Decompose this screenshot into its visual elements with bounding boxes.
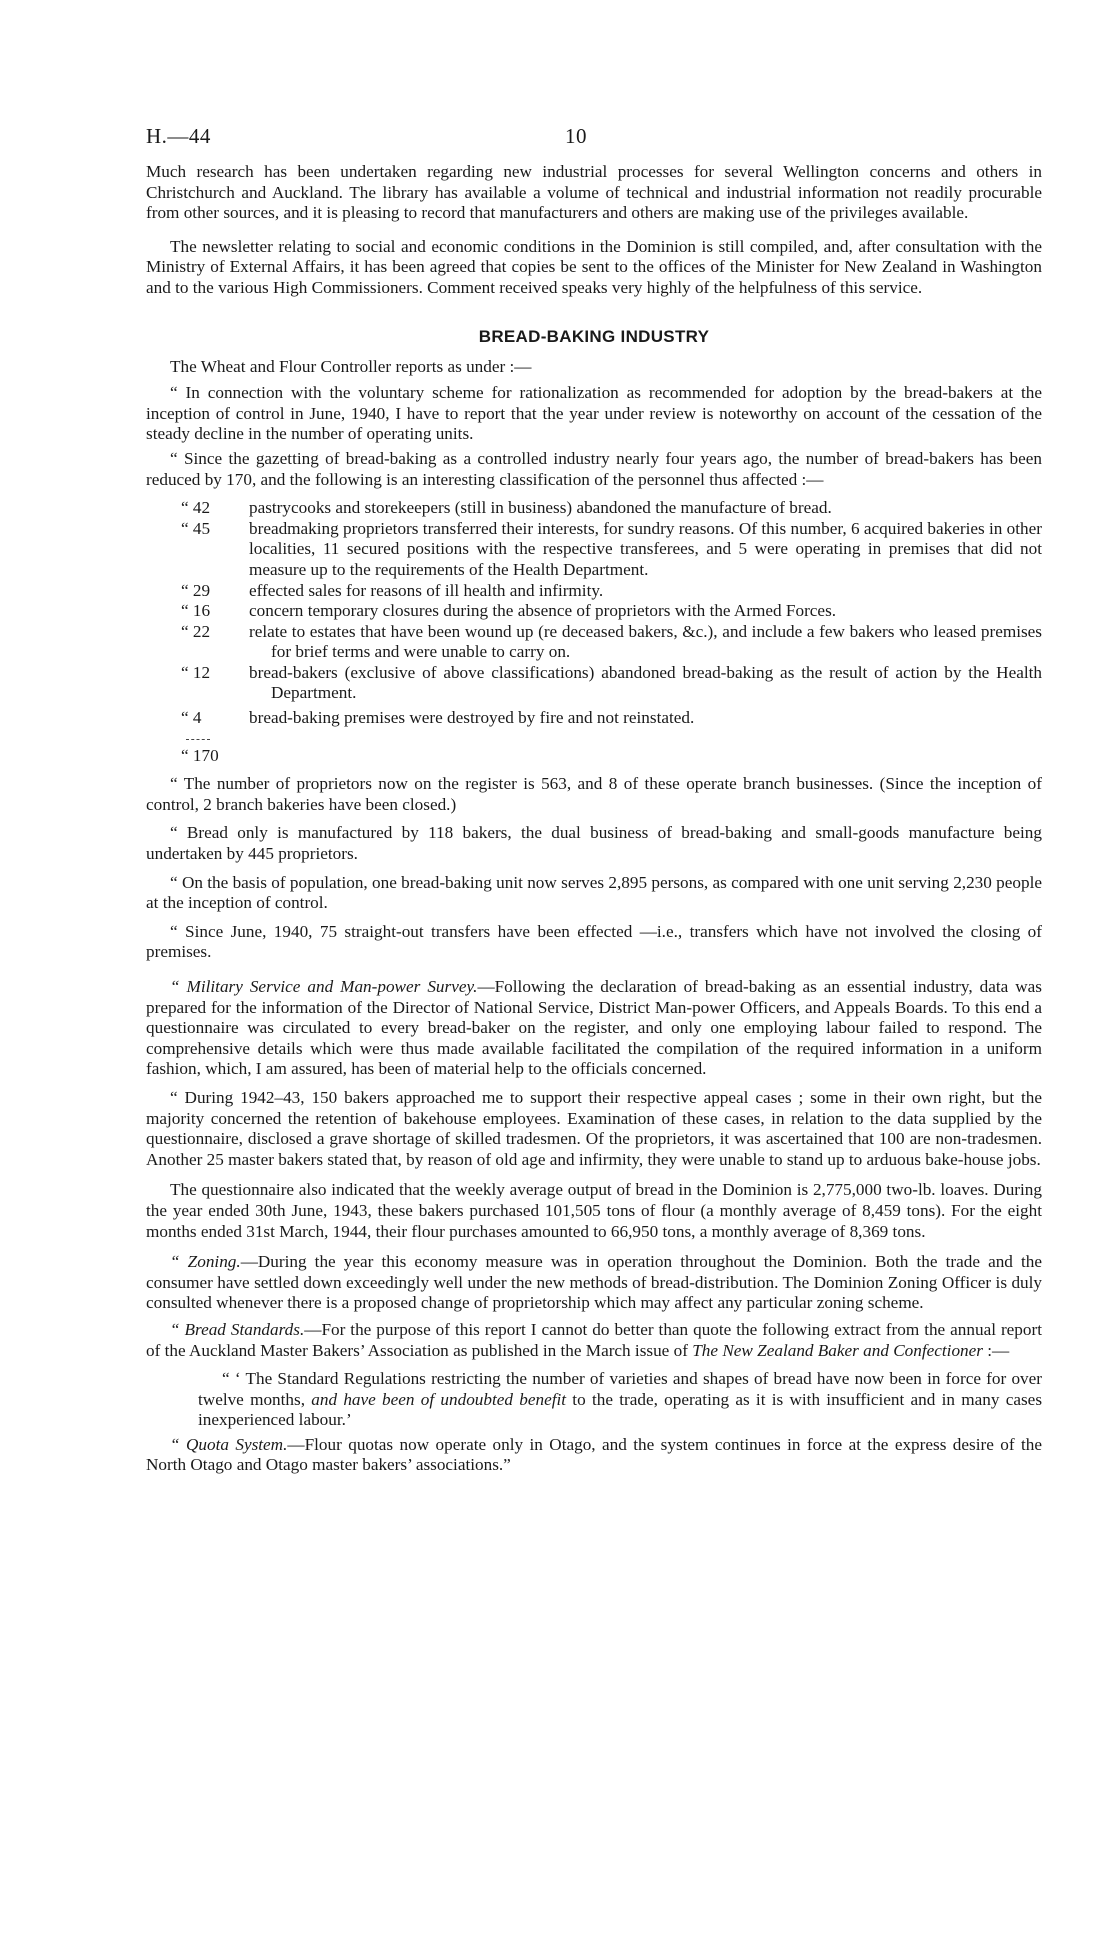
- paragraph-rationalization: “ In connection with the voluntary scheme for rationalization as recommended for adoption by the bread-bakers at the inception of control in June, 1940, I have to report that the year under review is noteworthy on account of the cessation of the steady decline in the number of operating units.: [146, 383, 1042, 444]
- paragraph-output: The questionnaire also indicated that the weekly average output of bread in the Dominion is 2,775,000 two-lb. loaves. During the year ended 30th June, 1943, these bakers purchased 101,505 tons of flour (a monthly average of 8,459 tons). For the eight months ended 31st March, 1944, their flour purchases amounted to 66,950 tons, a monthly average of 8,369 tons.: [146, 1180, 1042, 1241]
- section-heading: BREAD-BAKING INDUSTRY: [478, 326, 710, 346]
- list-item-text: breadmaking proprietors transferred their interests, for sundry reasons. Of this number, 6 acquired bakeries in other localities, 11 secured positions with the respective transferees, and 5 were operating in premises that did not measure up to the requirements of the Health Department.: [249, 518, 1042, 579]
- paragraph-quota: [146, 1435, 1042, 1476]
- classification-list: [181, 498, 1042, 729]
- list-item: [181, 519, 1042, 581]
- paragraph-bread-only: “ Bread only is manufactured by 118 bakers, the dual business of bread-baking and small-goods manufacture being undertaken by 445 proprietors.: [146, 823, 1042, 864]
- list-item: [181, 622, 1042, 663]
- standards-tail: :—: [982, 1340, 1010, 1360]
- list-item: [181, 708, 1042, 729]
- zoning-text: —During the year this economy measure was in operation throughout the Dominion. Both the trade and the consumer have settled down exceedingly well under the new methods of bread-distribution. The Dominion Zoning Officer is duly consulted whenever there is a proposed change of proprietorship which may affect any particular zoning scheme.: [146, 1252, 1042, 1313]
- list-item-number: “ 42: [181, 498, 211, 518]
- standards-lead: “ Bread Standards.: [170, 1319, 305, 1339]
- list-item: [181, 498, 1042, 519]
- list-item-number: “ 29: [181, 580, 211, 600]
- list-item-number: “ 12: [181, 662, 211, 682]
- military-survey-text: —Following the declaration of bread-baking as an essential industry, data was prepared for the information of the Director of National Service, District Man-power Officers, and Appeals Boards. To this end a questionnaire was circulated to every bread-baker on the register, and only one employing labour failed to respond. The comprehensive details which were thus made available facilitated the compilation of the required information in a uniform fashion, which, I am assured, has been of material help to the officials concerned.: [146, 977, 1042, 1079]
- paragraph-standards: [146, 1320, 1042, 1361]
- paragraph-library: Much research has been undertaken regarding new industrial processes for several Wellington concerns and others in Christchurch and Auckland. The library has available a volume of technical and industrial information not readily procurable from other sources, and it is pleasing to record that manufacturers and others are making use of the privileges available.: [146, 162, 1042, 223]
- paragraph-zoning: [146, 1252, 1042, 1314]
- quote-start: “ ‘ The Standard Regulations restricting the number of varieties and shapes of bread have now been in force for over twelve months,: [198, 1369, 1042, 1409]
- list-item-text: pastrycooks and storekeepers (still in business) abandoned the manufacture of bread.: [249, 498, 832, 518]
- quota-text: —Flour quotas now operate only in Otago, and the system continues in force at the express desire of the North Otago and Otago master bakers’ associations.”: [146, 1434, 1042, 1475]
- paragraph-proprietors: “ The number of proprietors now on the register is 563, and 8 of these operate branch businesses. (Since the inception of control, 2 branch bakeries have been closed.): [146, 774, 1042, 814]
- list-item-text: effected sales for reasons of ill health and infirmity.: [249, 580, 604, 600]
- page-number: 10: [565, 124, 587, 148]
- document-page: [146, 124, 1042, 1476]
- list-item-text: bread-bakers (exclusive of above classifications) abandoned bread-baking as the result of action by the Health Department.: [249, 662, 1042, 703]
- list-item-number: “ 4: [181, 708, 202, 728]
- quota-lead: “ Quota System.: [170, 1434, 288, 1454]
- paragraph-military-survey: [146, 977, 1042, 1080]
- standards-text: —For the purpose of this report I cannot do better than quote the following extract from the annual report of the Auckland Master Bakers’ Association as published in the March issue of: [146, 1319, 1042, 1360]
- quote-italic: and have been of undoubted benefit: [311, 1389, 567, 1409]
- zoning-lead: “ Zoning.: [170, 1252, 241, 1272]
- journal-title: The New Zealand Baker and Confectioner: [692, 1340, 983, 1360]
- list-item-number: “ 16: [181, 601, 211, 621]
- quoted-extract-text: [198, 1369, 1042, 1431]
- paragraph-population: “ On the basis of population, one bread-baking unit now serves 2,895 persons, as compared with one unit serving 2,230 people at the inception of control.: [146, 872, 1042, 913]
- quote-end: to the trade, operating as it is with insufficient and in many cases inexperienced labour.’: [198, 1389, 1043, 1430]
- paragraph-transfers: “ Since June, 1940, 75 straight-out transfers have been effected —i.e., transfers which have not involved the closing of premises.: [146, 921, 1042, 962]
- paragraph-intro: The Wheat and Flour Controller reports as under :—: [170, 356, 532, 376]
- list-item-text: relate to estates that have been wound up (re deceased bakers, &c.), and include a few bakers who leased premises for brief terms and were unable to carry on.: [249, 621, 1042, 662]
- paragraph-gazetting: “ Since the gazetting of bread-baking as a controlled industry nearly four years ago, the number of bread-bakers has been reduced by 170, and the following is an interesting classification of the personnel thus affected :—: [146, 448, 1042, 489]
- military-survey-lead: “ Military Service and Man-power Survey.: [170, 977, 478, 996]
- quoted-extract: [198, 1369, 1042, 1431]
- list-item-text: bread-baking premises were destroyed by fire and not reinstated.: [249, 708, 695, 728]
- list-item: [181, 581, 1042, 602]
- paragraph-appeals: “ During 1942–43, 150 bakers approached me to support their respective appeal cases ; some in their own right, but the majority concerned the retention of bakehouse employees. Examination of these cases, in relation to the data supplied by the questionnaire, disclosed a grave shortage of skilled tradesmen. Of the proprietors, it was ascertained that 100 are non-tradesmen. Another 25 master bakers stated that, by reason of old age and infirmity, they were unable to stand up to arduous bake-house jobs.: [146, 1087, 1042, 1169]
- list-item: [181, 601, 1042, 622]
- paragraph-newsletter: The newsletter relating to social and economic conditions in the Dominion is still compiled, and, after consultation with the Ministry of External Affairs, it has been agreed that copies be sent to the offices of the Minister for New Zealand in Washington and to the various High Commissioners. Comment received speaks very highly of the helpfulness of this service.: [146, 236, 1042, 297]
- classification-total: “ 170: [181, 745, 219, 765]
- list-item-text: concern temporary closures during the absence of proprietors with the Armed Forces.: [249, 601, 837, 621]
- document-reference: H.—44: [146, 124, 211, 148]
- total-rule: [186, 739, 210, 740]
- list-item: [181, 663, 1042, 704]
- list-item-number: “ 22: [181, 621, 211, 641]
- page-header: [146, 124, 1042, 154]
- list-item-number: “ 45: [181, 518, 211, 538]
